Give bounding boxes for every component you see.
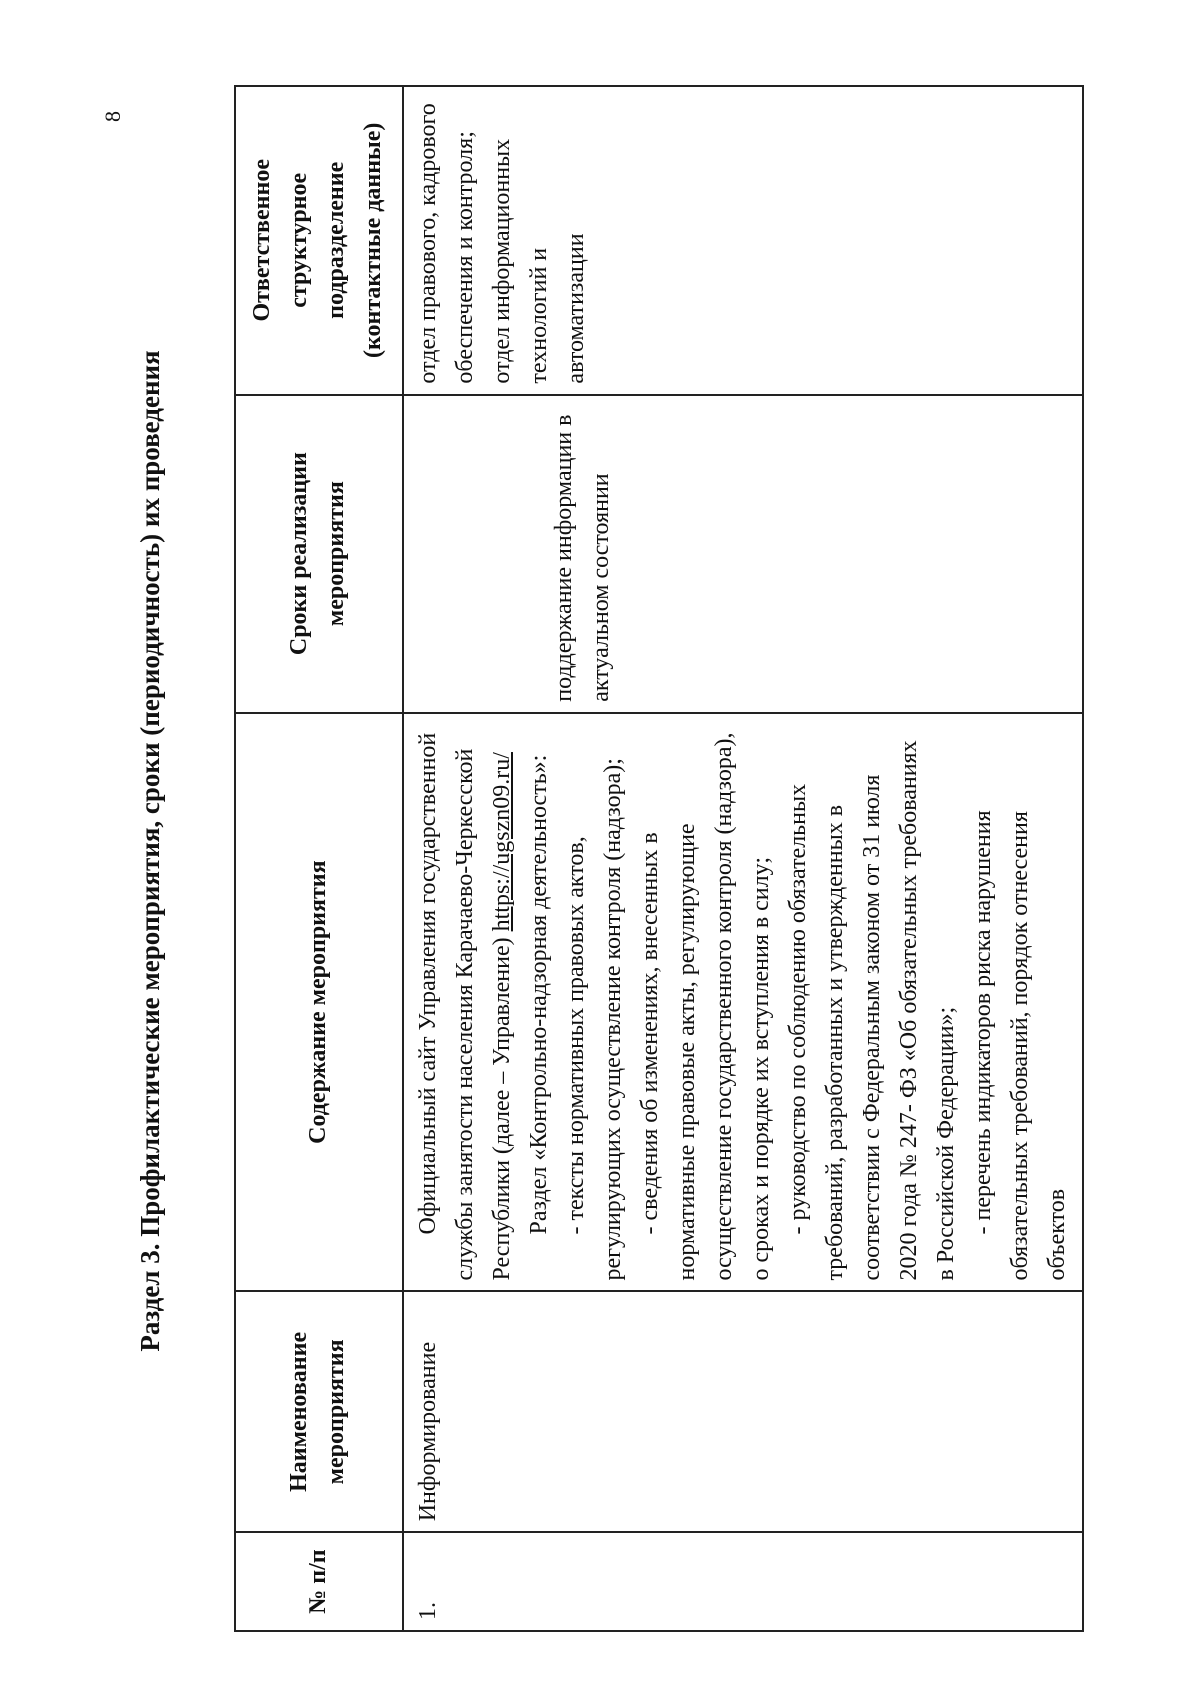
header-name: Наименование мероприятия (235, 1291, 403, 1532)
content-paragraph: Раздел «Контрольно-надзорная деятельность»: (526, 754, 552, 1235)
table-row (403, 86, 1083, 1631)
cell-content (403, 713, 1083, 1292)
header-term: Сроки реализации мероприятия (235, 395, 403, 713)
cell-name: Информирование (403, 1291, 1083, 1532)
content-paragraph (410, 724, 521, 1281)
header-responsible: Ответственное структурное подразделение (контактные данные) (235, 86, 403, 395)
table-header-row (235, 86, 403, 1631)
cell-responsible: отдел правового, кадрового обеспечения и контроля; отдел информационных технологий и автоматизации (403, 86, 1083, 395)
content-paragraph: - сведения об изменениях, внесенных в нормативные правовые акты, регулирующие осуществление государственного контроля (надзора), о сроках и порядке их вступления в силу; (637, 732, 774, 1281)
section-title: Раздел 3. Профилактические мероприятия, сроки (периодичность) их проведения (135, 350, 165, 1352)
site-link[interactable]: https://ugszn09.ru/ (489, 752, 515, 932)
cell-term: поддержание информации в актуальном состоянии (403, 395, 1083, 713)
content-text: Официальный сайт Управления государственной службы занятости населения Карачаево-Черкесской Республики (далее – Управление) (415, 732, 515, 1281)
content-paragraph: - тексты нормативных правовых актов, регулирующих осуществление контроля (надзора); (563, 758, 626, 1281)
content-paragraph: - перечень индикаторов риска нарушения обязательных требований, порядок отнесения объектов (970, 810, 1070, 1281)
cell-no: 1. (403, 1532, 1083, 1631)
header-content: Содержание мероприятия (235, 713, 403, 1292)
measures-table (234, 85, 1084, 1632)
header-no: № п/п (235, 1532, 403, 1631)
content-paragraph: - руководство по соблюдению обязательных требований, разработанных и утвержденных в соответствии с Федеральным законом от 31 июля 2020 года № 247- ФЗ «Об обязательных требованиях в Российской Федерации»; (785, 740, 959, 1281)
page-number: 8 (100, 111, 125, 122)
